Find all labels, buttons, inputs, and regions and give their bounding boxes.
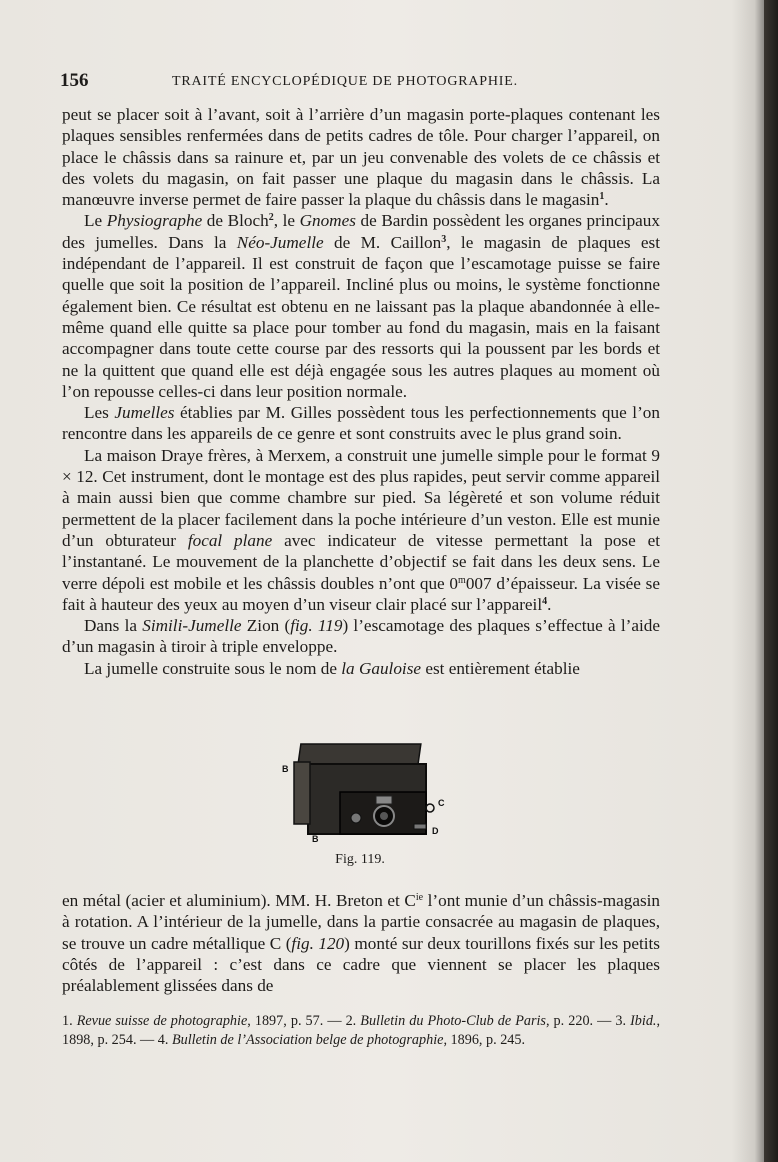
p2-title-physiographe: Physiographe xyxy=(106,211,203,231)
paragraph-1: peut se placer soit à l’avant, soit à l’arrière d’un magasin porte-plaques contenant les plaques sensibles renfermées dans de petits cadres de tôle. Pour charger l’appareil, on place le châssis dans sa rainure et, par un jeu convenable des volets de ce châssis et des volets du magasin, on fait passer une plaque du magasin dans le châssis. La manœuvre inverse permet de faire passer la plaque du châssis dans le magasin$^1$. xyxy=(62,105,660,210)
p6-text-c: est entièrement établie xyxy=(421,658,580,678)
p7-text-d: ) monté sur deux tourillons fixés sur les petits côtés de l’appareil : c’est dans ce cadre que viennent se placer les plaques préalablement glissées dans de xyxy=(62,933,660,996)
fn-rest-3: , 1898, p. 254. — 4. xyxy=(62,1013,661,1048)
fn-title-3: Ibid. xyxy=(630,1013,657,1029)
p4-unit-m: m xyxy=(458,574,466,586)
footnotes xyxy=(62,1012,660,1050)
p4-text-c: avec indicateur de vitesse permettant la pose et l’instantané. Le mouvement de la planchette d’objectif se fait dans les deux sens. Le verre dépoli est mobile et les châssis doubles n’ont que 0 xyxy=(62,530,660,593)
paragraph-7 xyxy=(62,890,660,996)
paragraph-4 xyxy=(62,445,660,615)
footnote-ref-2: 2 xyxy=(268,212,274,224)
p7-fig-ref: fig. 120 xyxy=(291,933,345,953)
p2-title-neo-jumelle: Néo-Jumelle xyxy=(236,232,324,252)
paragraph-2 xyxy=(62,210,660,402)
p4-focal-plane: focal plane xyxy=(187,530,273,550)
page-number: 156 xyxy=(60,70,89,91)
paragraph-5 xyxy=(62,615,660,658)
p4-text-e: . xyxy=(547,594,552,614)
p2-text-f: de Bardin possèdent les organes principaux des jumelles. Dans la xyxy=(62,211,660,252)
fn-rest-1: , 1897, p. 57. — 2. xyxy=(247,1013,361,1029)
label-d: D xyxy=(432,826,439,836)
shutter-knob xyxy=(351,813,361,823)
camera-lens-inner xyxy=(380,812,388,820)
p2-text-c: de Bloch xyxy=(202,211,269,231)
running-title: TRAITÉ ENCYCLOPÉDIQUE DE PHOTOGRAPHIE. xyxy=(172,74,518,89)
p7-text-b: l’ont munie d’un châssis-magasin à rotation. A l’intérieur de la jumelle, dans la partie consacrée au magasin de plaques, se trouve un cadre métallique C ( xyxy=(62,891,661,953)
figure-caption: Fig. 119. xyxy=(335,852,385,867)
p4-text-a: La maison Draye frères, à Merxem, a construit une jumelle simple pour le format 9 × 12. Cet instrument, dont le montage est des plus rapides, peut servir comme appareil à main aussi bien que comme chambre sur pied. Sa légèreté et son volume réduit permettent de la placer facilement dans la poche intérieure d’un veston. Elle est munie d’un obturateur xyxy=(62,445,660,550)
p5-text-c: Zion ( xyxy=(241,616,291,636)
p2-text-h: de M. Caillon xyxy=(323,232,442,252)
p4-text-d: 007 d’épaisseur. La visée se fait à hauteur des yeux au moyen d’un viseur clair placé sur l’appareil xyxy=(62,573,661,614)
p5-fig-ref: fig. 119 xyxy=(290,616,343,636)
paragraph-3 xyxy=(62,402,660,445)
page-header xyxy=(60,68,662,96)
p1-text: peut se placer soit à l’avant, soit à l’arrière d’un magasin porte-plaques contenant les plaques sensibles renfermées dans de petits cadres de tôle. Pour charger l’appareil, on place le châssis dans sa rainure et, par un jeu convenable des volets de ce châssis et des volets du magasin, on fait passer une plaque du magasin dans le châssis. La manœuvre inverse permet de faire passer la plaque du châssis dans le magasin xyxy=(62,105,660,210)
p2-text-d: , le xyxy=(273,211,300,231)
label-b-top: B xyxy=(282,764,289,774)
camera-illustration xyxy=(280,736,450,846)
p5-text-e: ) l’escamotage des plaques s’effectue à l’aide d’un magasin à tiroir à triple enveloppe. xyxy=(62,616,660,657)
fn-title-4: Bulletin de l’Association belge de photographie xyxy=(171,1032,444,1048)
p5-simili-jumelle: Simili-Jumelle xyxy=(142,616,242,636)
footnote-ref-3: 3 xyxy=(441,233,447,245)
page-edge-shadow xyxy=(764,0,778,1162)
p2-text-a: Le xyxy=(84,211,107,231)
fn-title-1: Revue suisse de photographie xyxy=(76,1013,248,1029)
p3-text-a: Les xyxy=(84,403,115,423)
fn-rest-2: , p. 220. — 3. xyxy=(545,1013,631,1029)
footnote-ref-4: 4 xyxy=(542,595,548,607)
main-text xyxy=(62,104,660,679)
label-b-bottom: B xyxy=(312,834,319,844)
label-c: C xyxy=(438,798,445,808)
p6-text-a: La jumelle construite sous le nom de xyxy=(84,658,342,678)
camera-side-panel xyxy=(294,762,310,824)
main-text-continued xyxy=(62,890,660,996)
p6-la-gauloise: la Gauloise xyxy=(341,658,422,678)
p2-text-i: , le magasin de plaques est indépendant de l’appareil. Il est construit de façon que l’escamotage puisse se faire quelle que soit la position de l’appareil. Incliné plus ou moins, le système fonctionne également bien. Ce résultat est obtenu en ne laissant pas la plaque abandonnée à elle-même quand elle quitte sa place pour tomber au fond du magasin, mais en la faisant accompagner dans toute cette course par des ressorts qui la poussent par les bords et ne la quittent que quand elle est déjà engagée sous les autres plaques au moment où l’on repousse celles-ci dans leur position normale. xyxy=(62,232,661,401)
fn-title-2: Bulletin du Photo-Club de Paris xyxy=(360,1013,546,1029)
viewfinder-window xyxy=(376,796,392,804)
p5-text-a: Dans la xyxy=(84,616,143,636)
p7-ie: ie xyxy=(415,892,424,903)
p3-text-c: établies par M. Gilles possèdent tous les perfectionnements que l’on rencontre dans les appareils de ce genre et sont construits avec le plus grand soin. xyxy=(62,403,660,444)
lever-c-knob xyxy=(426,804,434,812)
fn-num-1: 1. xyxy=(62,1013,77,1029)
fn-rest-4: , 1896, p. 245. xyxy=(443,1032,526,1048)
footnote-block xyxy=(62,1012,660,1050)
paragraph-6 xyxy=(62,658,660,679)
p7-text-a: en métal (acier et aluminium). MM. H. Breton et C xyxy=(62,891,416,910)
footnote-ref-1: 1 xyxy=(599,191,605,203)
p3-title-jumelles: Jumelles xyxy=(114,403,175,423)
slide-d-tab xyxy=(414,824,426,829)
p2-title-gnomes: Gnomes xyxy=(299,211,356,231)
